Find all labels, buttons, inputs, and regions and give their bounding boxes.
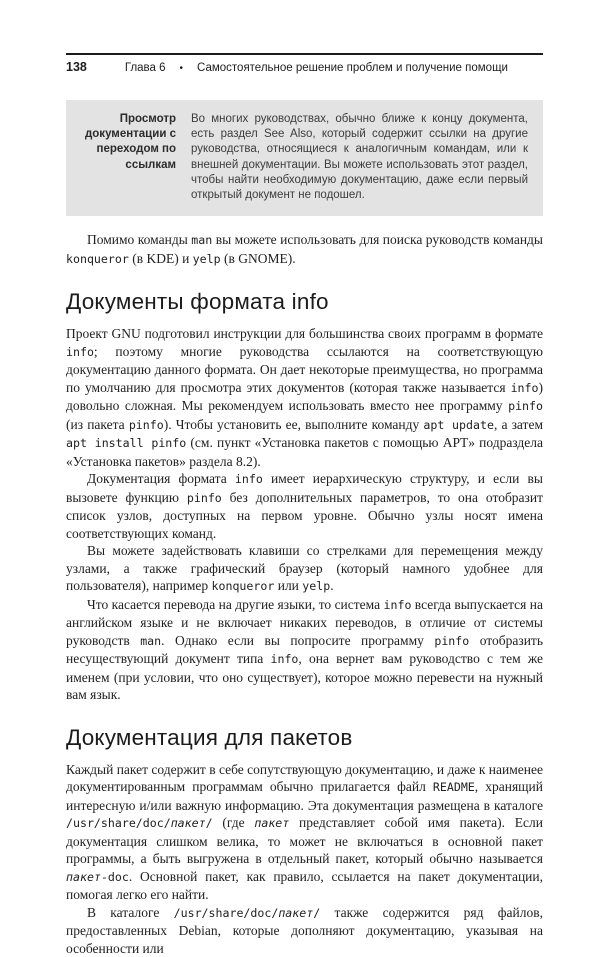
code-run: / <box>205 816 213 831</box>
code-run: info <box>510 380 539 395</box>
paragraph <box>66 596 543 704</box>
page-content <box>66 231 543 957</box>
text-run: ). Чтобы установить ее, выполните команду <box>163 416 424 432</box>
code-run: pinfo <box>186 490 222 505</box>
header-row <box>66 60 543 74</box>
section-heading: Документы формата info <box>66 289 329 315</box>
text-run: ) довольно сложная. Мы рекомендуем использовать вместо нее программу <box>66 379 543 414</box>
code-run: info <box>234 472 263 487</box>
text-run: Помимо команды <box>87 232 192 248</box>
paragraph <box>66 761 543 904</box>
text-run: (в GNOME). <box>220 250 296 266</box>
text-run: Вы можете задействовать клавиши со стрелками для перемещения между узлами, а также графический браузер (который намного удобнее для пользователя), например <box>66 543 543 594</box>
text-run: (в KDE) и <box>128 250 193 266</box>
paragraph <box>66 904 543 957</box>
paragraph <box>66 542 543 596</box>
code-run: / <box>313 905 321 920</box>
text-run: без дополнительных параметров, то она отобразит список узлов, доступных на первом уровне. Обычно узлы носят имена соответствующих команд. <box>66 489 544 541</box>
code-run: info <box>66 344 94 359</box>
code-run: konqueror <box>211 579 275 594</box>
code-run: pinfo <box>508 399 543 414</box>
text-run: (где <box>212 815 255 831</box>
code-run: yelp <box>302 579 331 594</box>
code-run: пакет <box>66 869 101 884</box>
paragraph <box>66 325 543 470</box>
code-run: пакет <box>254 816 290 831</box>
code-run: /usr/share/doc/ <box>173 905 279 920</box>
text-run: . Основной пакет, как правило, ссылается на пакет документации, помогая легко его найти. <box>66 868 543 903</box>
chapter-title: Самостоятельное решение проблем и получение помощи <box>197 62 508 74</box>
text-run: , хранящий интересную и/или важную информацию. Эта документация размещена в каталоге <box>66 779 544 813</box>
code-run: пакет <box>278 905 314 920</box>
text-run: (из пакета <box>66 416 129 432</box>
chapter-label: Глава 6 <box>124 62 166 74</box>
code-run: info <box>383 597 412 612</box>
paragraph <box>66 470 543 542</box>
text-run: (см. пункт «Установка пакетов с помощью APT» подраздела «Установка пакетов» раздела 8.2). <box>66 435 543 469</box>
section-heading: Документация для пакетов <box>66 724 353 750</box>
callout-box <box>66 100 543 216</box>
code-run: man <box>140 633 162 648</box>
code-run: yelp <box>192 251 221 266</box>
text-run: или <box>274 578 303 594</box>
code-run: info <box>270 652 299 667</box>
code-run: man <box>191 233 213 248</box>
code-run: apt install pinfo <box>66 436 187 451</box>
header-bullet-icon: • <box>179 63 184 74</box>
text-run: ; поэтому многие руководства ссылаются на соответствующую документацию данного формата. Он дает некоторые преимущества, но программа по умолчанию для просмотра этих документов (которая также называется <box>66 343 543 395</box>
code-run: apt update <box>423 417 494 432</box>
code-run: konqueror <box>66 251 129 266</box>
header-rule <box>66 53 543 55</box>
text-run: Документация формата <box>87 471 235 487</box>
text-run: Проект GNU подготовил инструкции для большинства своих программ в формате <box>66 326 543 342</box>
paragraph <box>66 231 543 268</box>
text-run: Что касается перевода на другие языки, то система <box>87 596 384 612</box>
page-number: 138 <box>66 60 87 74</box>
text-run: . Однако если вы попросите программу <box>161 632 435 648</box>
text-run: имеет иерархическую структуру, и если вы вызовете функцию <box>66 471 543 505</box>
page-header <box>66 53 543 74</box>
code-run: README <box>432 780 475 795</box>
code-run: pinfo <box>434 633 470 648</box>
text-run: отобразить несуществующий документ типа <box>66 632 543 667</box>
code-run: pinfo <box>128 417 164 432</box>
text-run: всегда выпускается на английском языке и не включает никаких переводов, в отличие от системы руководств <box>66 596 543 648</box>
text-run: , она вернет вам руководство с тем же именем (при условии, что оно существует), которое можно перевести на нужный вам язык. <box>66 651 543 703</box>
text-run: вы можете использовать для поиска руководств команды <box>212 232 543 248</box>
code-run: пакет <box>170 816 206 831</box>
code-run: /usr/share/doc/ <box>66 816 171 831</box>
text-run: представляет собой имя пакета). Если документация слишком велика, то может не включаться в основной пакет программы, а быть выгружена в отдельный пакет, который обычно называется <box>66 815 543 867</box>
callout-label: Просмотр документации с переходом по ссылкам <box>84 113 176 171</box>
text-run: , а затем <box>493 416 543 432</box>
code-run: -doc <box>100 869 129 884</box>
callout-body: Во многих руководствах, обычно ближе к концу документа, есть раздел See Also, который содержит ссылки на другие руководства, относящиеся к аналогичным командам, или к внешней документации. Вы можете использовать этот раздел, чтобы найти необходимую документацию, даже если первый открытый документ не подошел. <box>191 113 528 202</box>
text-run: также содержится ряд файлов, предоставленных Debian, которые дополняют документацию, указывая на особенности или <box>66 904 543 956</box>
text-run: Каждый пакет содержит в себе сопутствующую документацию, и даже к наименее документированным программам обычно прилагается файл <box>66 761 543 795</box>
text-run: . <box>330 578 334 594</box>
text-run: В каталоге <box>87 904 174 920</box>
